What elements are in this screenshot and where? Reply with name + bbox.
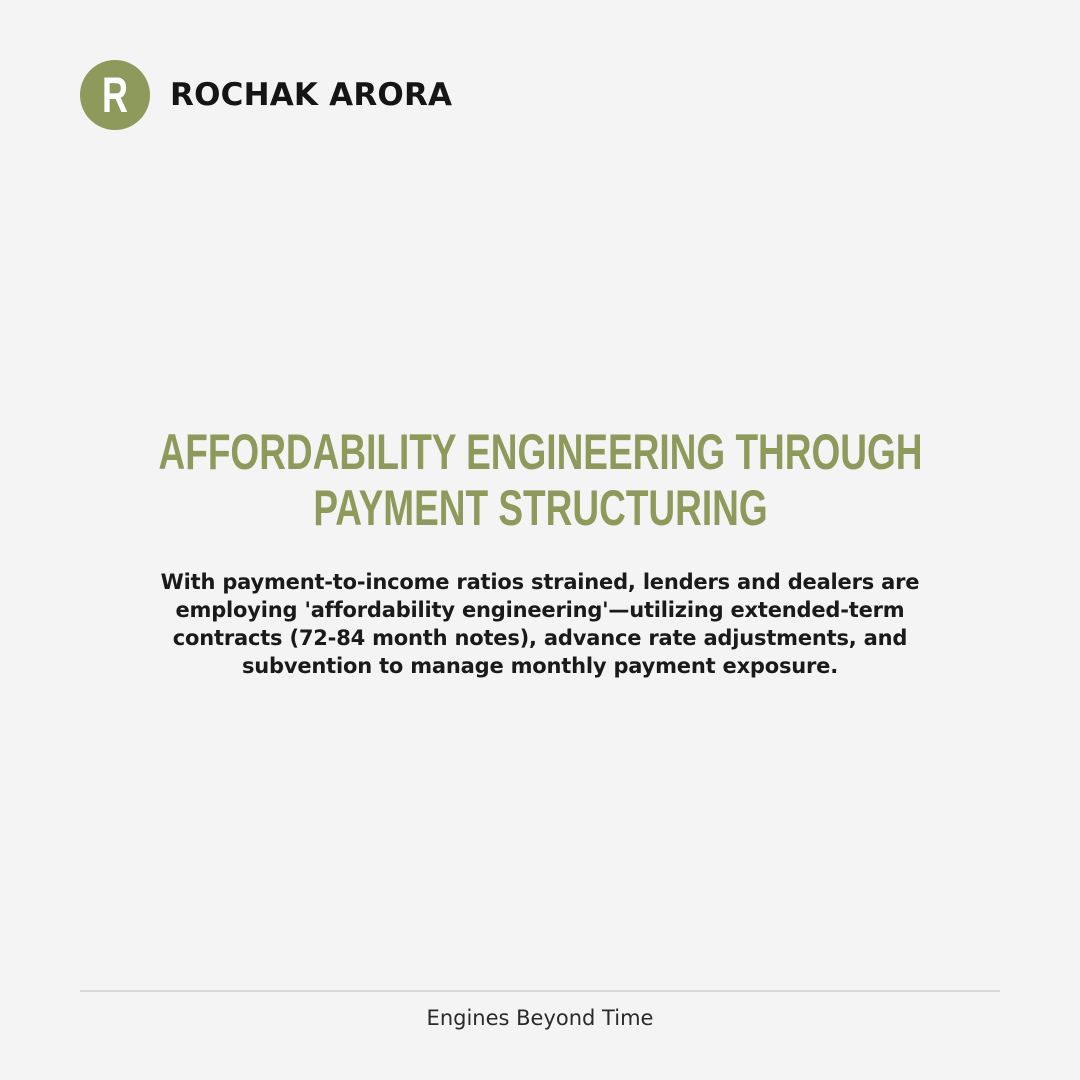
- headline: AFFORDABILITY ENGINEERING THROUGH PAYMENT STRUCTURING: [157, 424, 922, 536]
- main-content: [100, 424, 980, 680]
- logo-badge: [80, 60, 150, 130]
- brand-name: ROCHAK ARORA: [170, 77, 453, 113]
- body-paragraph: With payment-to-income ratios strained, lenders and dealers are employing 'affordability engineering'—utilizing extended-term contracts (72-84 month notes), advance rate adjustments, and subvention to manage monthly payment exposure.: [160, 570, 920, 678]
- header: [80, 60, 452, 130]
- footer-text: Engines Beyond Time: [426, 1006, 654, 1030]
- footer-divider: [80, 990, 1000, 992]
- logo-letter: R: [101, 67, 128, 123]
